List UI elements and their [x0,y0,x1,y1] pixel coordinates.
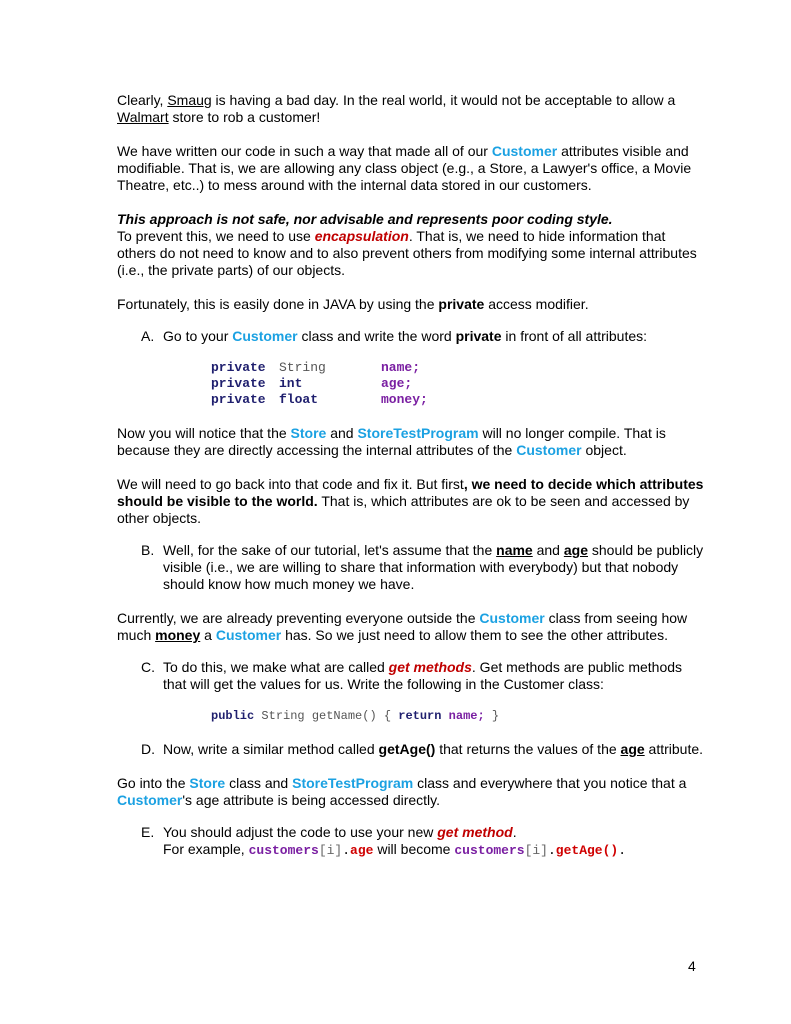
paragraph-money: Currently, we are already preventing everyone outside the Customer class from seeing how much money a Customer has. So we just need to allow them to see the other attributes. [117,610,688,643]
list-item-d: D. Now, write a similar method called getAge() that returns the values of the age attribute. [141,741,704,757]
code-block-getname: public String getName() { return name; } [211,709,500,723]
code-line: private String name; [211,360,421,375]
paragraph-compile: Now you will notice that the Store and StoreTestProgram will no longer compile. That is because they are directly accessing the internal attributes of the Customer object. [117,425,666,458]
code-block-attributes [117,360,707,408]
list-item-a: A. Go to your Customer class and write the word private in front of all attributes: [141,328,648,344]
page-number: 4 [688,958,696,974]
warning-text: This approach is not safe, nor advisable and represents poor coding style. [117,211,613,227]
code-line: private float money; [211,392,428,407]
list-item-c: C. To do this, we make what are called get methods. Get methods are public methods that will get the values for us. Write the following in the Customer class: [141,659,683,692]
smaug-link: Smaug [167,92,212,108]
paragraph-encapsulation: This approach is not safe, nor advisable and represents poor coding style. To prevent this, we need to use encapsulation. That is, we need to hide information that others do not need to know and to also prevent others from modifying some internal attributes (i.e., the private parts) of our objects. [117,211,697,278]
code-line: private int age; [211,376,413,391]
walmart-link: Walmart [117,109,169,125]
list-item-b: B. Well, for the sake of our tutorial, let's assume that the name and age should be publicly visible (i.e., we are willing to share that information with everybody) but that nobody should know how much money we have. [141,542,704,592]
paragraph-adjust: Go into the Store class and StoreTestProgram class and everywhere that you notice that a Customer's age attribute is being accessed directly. [117,775,687,808]
paragraph-private: Fortunately, this is easily done in JAVA by using the private access modifier. [117,296,589,312]
document-body [117,92,707,859]
paragraph-decide: We will need to go back into that code and fix it. But first, we need to decide which attributes should be visible to the world. That is, which attributes are ok to be seen and accessed by other objects. [117,476,704,526]
list-item-e: E. You should adjust the code to use your new get method. For example, customers[i].age will become customers[i].getAge(). [141,824,627,858]
paragraph-visibility: We have written our code in such a way that made all of our Customer attributes visible and modifiable. That is, we are allowing any class object (e.g., a Store, a Lawyer's office, a Movie Theatre, etc..) to mess around with the internal data stored in our customers. [117,143,692,193]
paragraph-smaug: Clearly, Smaug is having a bad day. In the real world, it would not be acceptable to allow a Walmart store to rob a customer! [117,92,676,125]
